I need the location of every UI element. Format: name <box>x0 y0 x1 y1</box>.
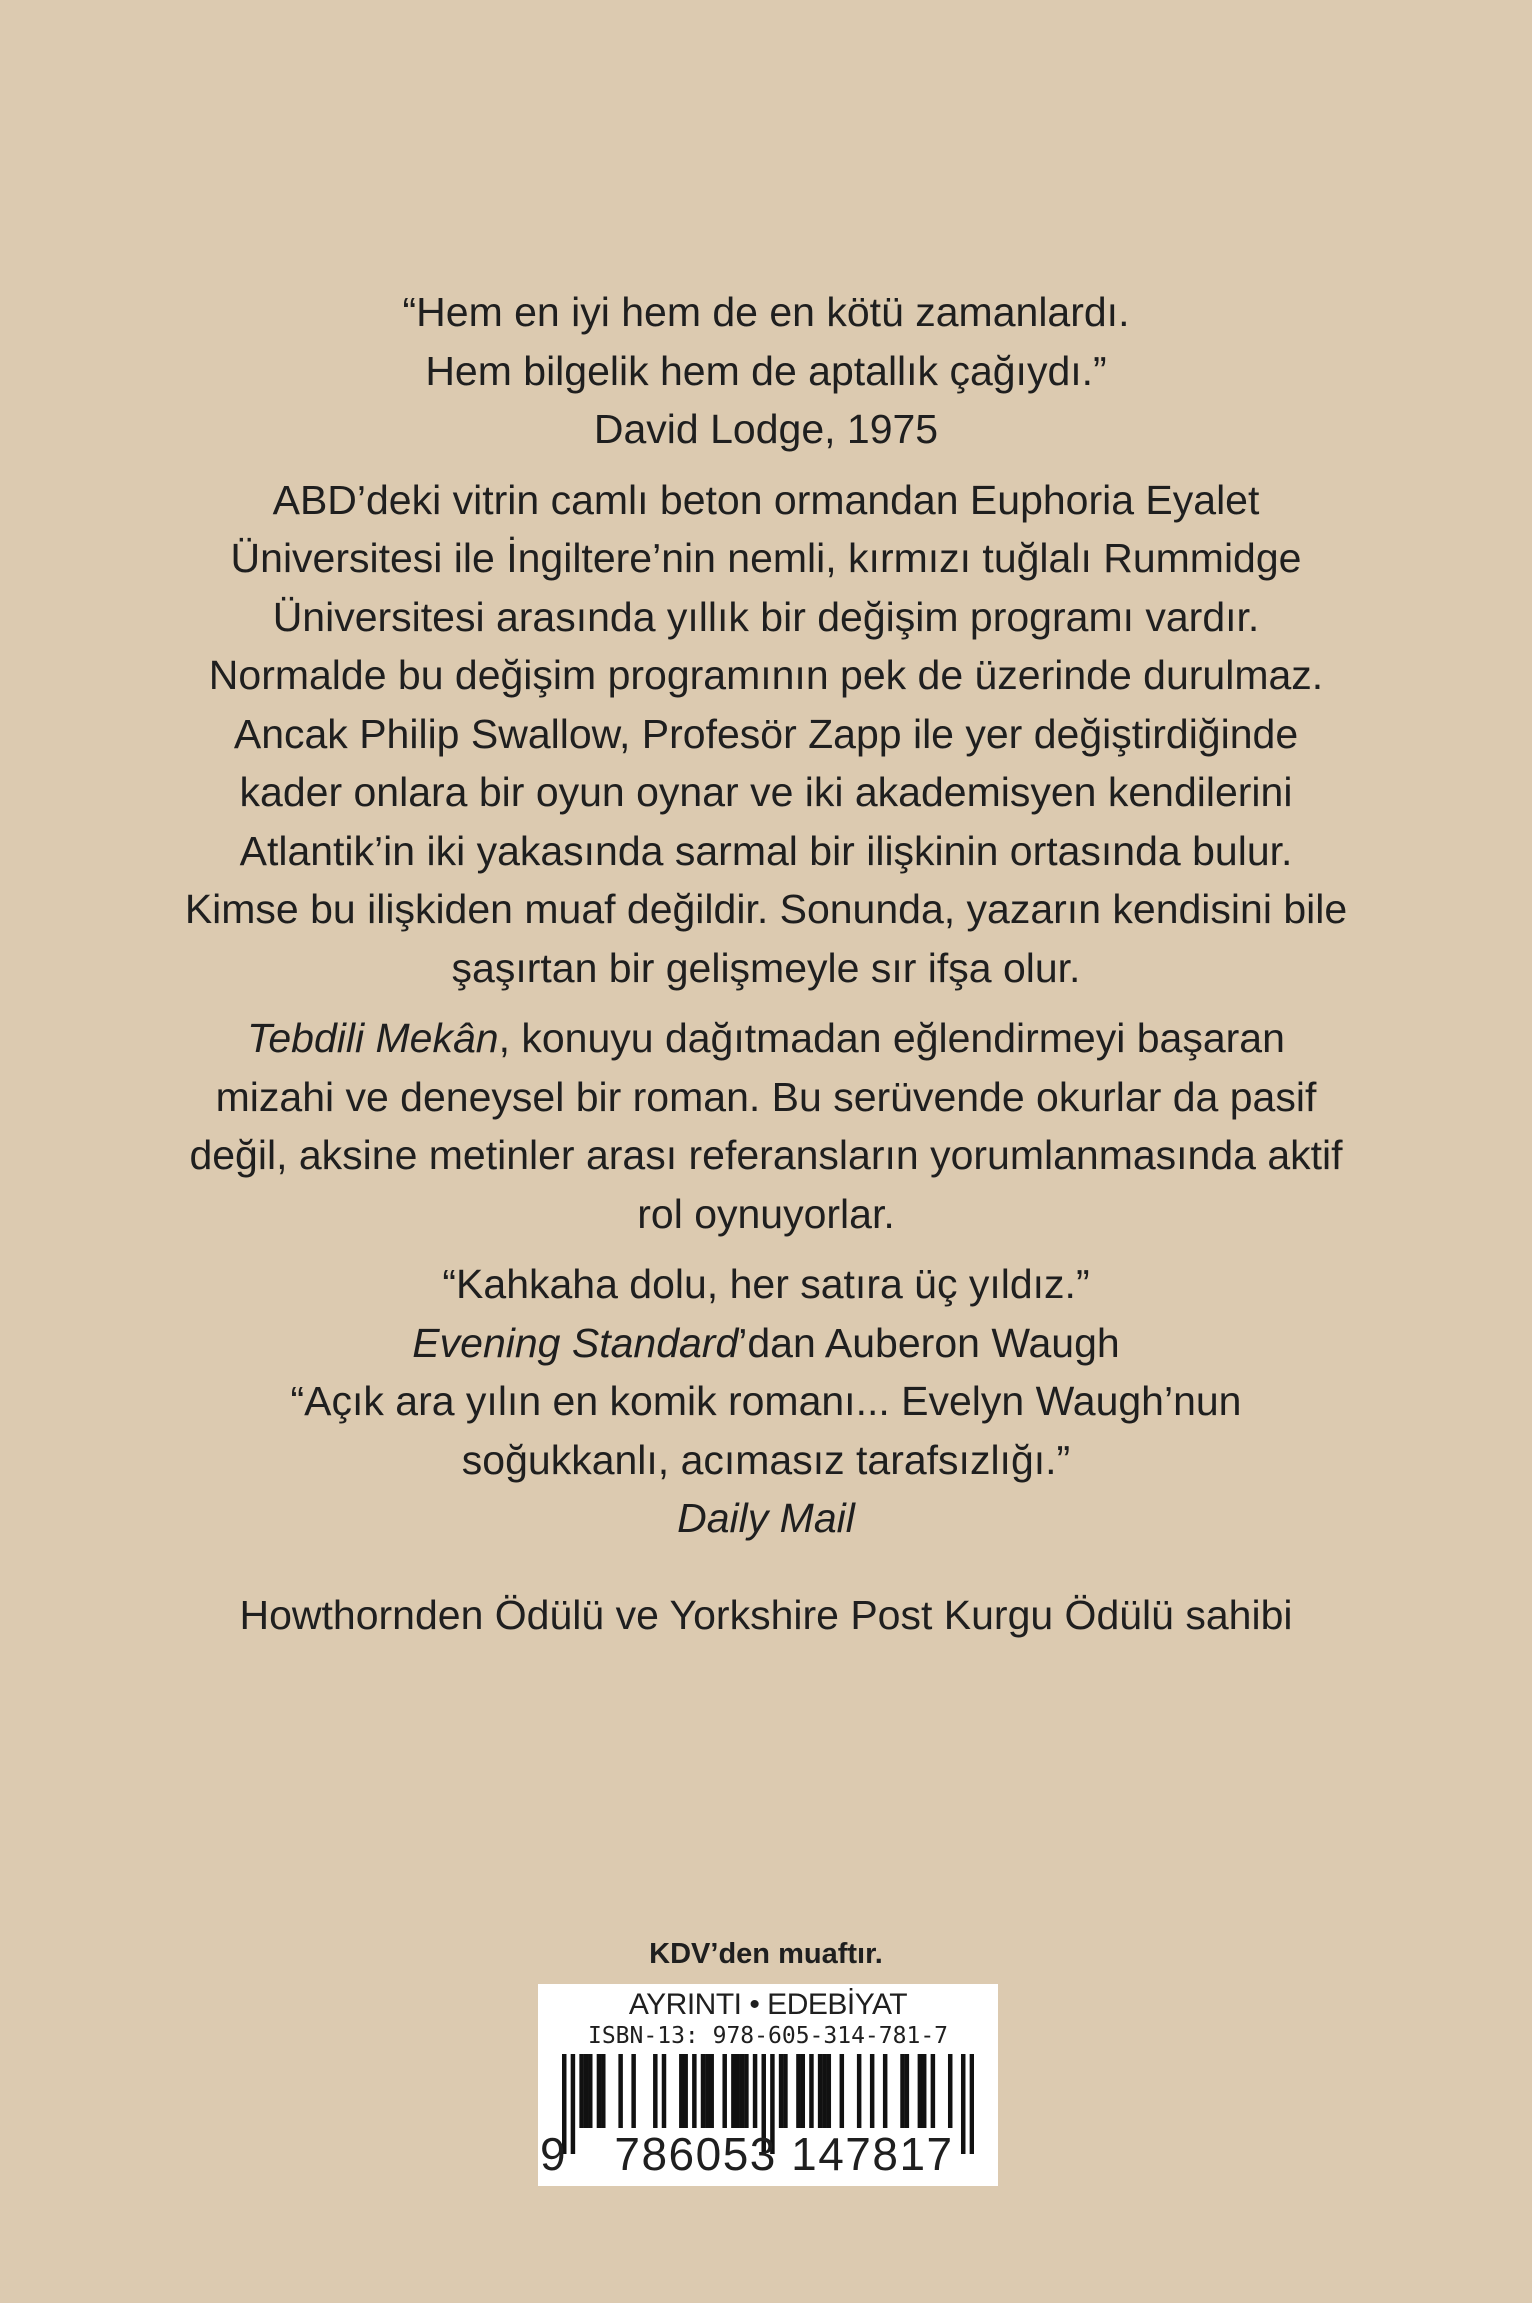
barcode-bar <box>818 2054 822 2128</box>
barcode-bar <box>809 2054 813 2128</box>
barcode-digit-groups: 786053 147817 <box>614 2128 954 2180</box>
barcode-bar <box>822 2054 826 2128</box>
review-quote-2-line-2: soğukkanlı, acımasız tarafsızlığı.” <box>461 1436 1071 1483</box>
back-cover-text <box>100 283 1432 1644</box>
barcode-bar <box>653 2054 657 2128</box>
barcode-bar <box>801 2054 805 2128</box>
barcode-bar <box>857 2054 861 2128</box>
barcode-bar <box>731 2054 735 2128</box>
barcode-bar <box>584 2054 588 2128</box>
barcode-bar <box>922 2054 926 2128</box>
awards-line: Howthornden Ödülü ve Yorkshire Post Kurgu Ödülü sahibi <box>239 1591 1293 1638</box>
review-source-1-rest: ’dan Auberon Waugh <box>738 1319 1120 1366</box>
epigraph-line-2: Hem bilgelik hem de aptallık çağıydı.” <box>425 347 1107 394</box>
barcode-bar <box>709 2054 713 2128</box>
epigraph-line-1: “Hem en iyi hem de en kötü zamanlardı. <box>402 289 1130 335</box>
barcode-bar <box>900 2054 904 2128</box>
barcode-bar <box>631 2054 635 2128</box>
barcode-bar <box>618 2054 622 2128</box>
summary-line: Ancak Philip Swallow, Profesör Zapp ile yer değiştirdiğinde <box>233 710 1299 757</box>
barcode-digits <box>538 2126 998 2182</box>
barcode-bar <box>597 2054 601 2128</box>
barcode-bar <box>753 2054 757 2128</box>
tax-exempt-note: KDV’den muaftır. <box>649 1938 883 1970</box>
barcode-bar <box>662 2054 666 2128</box>
barcode-first-digit: 9 <box>540 2128 566 2180</box>
barcode-bar <box>579 2054 583 2128</box>
barcode-bar <box>783 2054 787 2128</box>
review-source-2 <box>100 1489 1432 1548</box>
book-title: Tebdili Mekân <box>247 1015 499 1061</box>
description-line-3: değil, aksine metinler arası referansların yorumlanmasında aktif <box>189 1132 1343 1178</box>
barcode-bar <box>692 2054 696 2128</box>
barcode-bar <box>840 2054 844 2128</box>
review-source-2-publication: Daily Mail <box>677 1495 855 1541</box>
summary <box>100 471 1432 998</box>
barcode-bar <box>679 2054 683 2128</box>
barcode-bar <box>701 2054 705 2128</box>
review-source-1 <box>100 1314 1432 1373</box>
isbn-label: ISBN-13: 978-605-314-781-7 <box>587 2023 949 2049</box>
barcode-bar <box>735 2054 739 2128</box>
barcode-bar <box>722 2054 726 2128</box>
barcode-bar <box>683 2054 687 2128</box>
reviews <box>100 1255 1432 1548</box>
barcode-bar <box>705 2054 709 2128</box>
barcode-bar <box>588 2054 592 2128</box>
barcode-bar <box>740 2054 744 2128</box>
summary-line: ABD’deki vitrin camlı beton ormandan Euphoria Eyalet <box>272 476 1260 523</box>
summary-line: şaşırtan bir gelişmeyle sır ifşa olur. <box>451 944 1081 991</box>
barcode-bar <box>918 2054 922 2128</box>
description-line-1-rest: , konuyu dağıtmadan eğlendirmeyi başaran <box>498 1015 1285 1061</box>
epigraph-attribution: David Lodge, 1975 <box>593 406 939 452</box>
epigraph <box>100 283 1432 459</box>
barcode-bar <box>870 2054 874 2128</box>
summary-line: Üniversitesi ile İngiltere’nin nemli, kırmızı tuğlalı Rummidge <box>230 535 1302 581</box>
awards <box>100 1586 1432 1645</box>
review-source-1-publication: Evening Standard <box>412 1319 739 1366</box>
barcode-bar <box>827 2054 831 2128</box>
summary-line: Atlantik’in iki yakasında sarmal bir ilişkinin ortasında bulur. <box>239 827 1293 874</box>
description-line-2: mizahi ve deneysel bir roman. Bu serüvende okurlar da pasif <box>215 1073 1317 1120</box>
summary-line: Kimse bu ilişkiden muaf değildir. Sonunda, yazarın kendisini bile <box>184 886 1348 932</box>
description-line-1 <box>100 1009 1432 1068</box>
barcode-bar <box>601 2054 605 2128</box>
description-line-4: rol oynuyorlar. <box>637 1190 895 1237</box>
barcode-bar <box>779 2054 783 2128</box>
barcode-bar <box>744 2054 748 2128</box>
summary-line: kader onlara bir oyun oynar ve iki akademisyen kendilerini <box>239 769 1293 815</box>
summary-line: Normalde bu değişim programının pek de üzerinde durulmaz. <box>208 652 1324 698</box>
publisher-imprint: AYRINTI • EDEBİYAT <box>628 1988 908 2021</box>
barcode-bar <box>796 2054 800 2128</box>
description <box>100 1009 1432 1243</box>
barcode-bar <box>931 2054 935 2128</box>
barcode-bar <box>948 2054 952 2128</box>
review-quote-1: “Kahkaha dolu, her satıra üç yıldız.” <box>442 1261 1090 1307</box>
review-quote-2-line-1: “Açık ara yılın en komik romanı... Evelyn Waugh’nun <box>290 1378 1242 1424</box>
barcode-panel <box>538 1984 998 2186</box>
barcode-bar <box>905 2054 909 2128</box>
barcode-bar <box>883 2054 887 2128</box>
summary-line: Üniversitesi arasında yıllık bir değişim programı vardır. <box>272 593 1260 640</box>
